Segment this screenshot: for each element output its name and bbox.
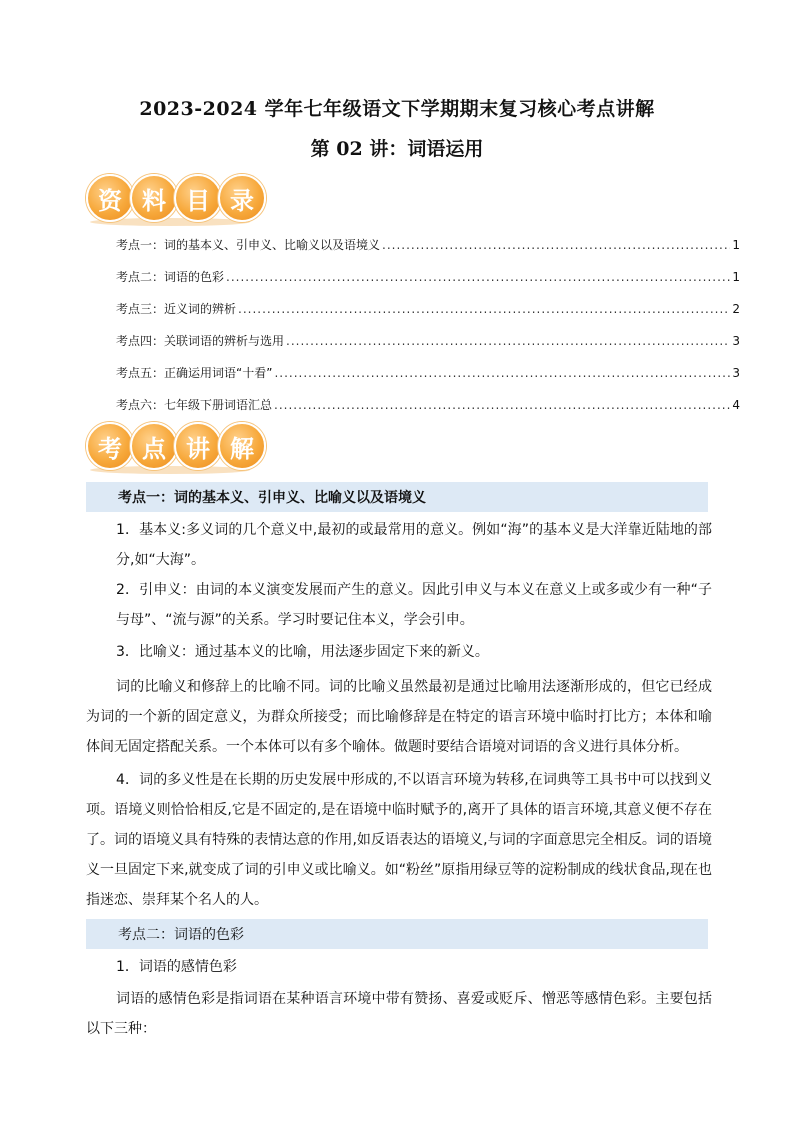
- toc-item-label: 考点三：近义词的辨析: [116, 302, 237, 316]
- toc-leader: [274, 366, 730, 380]
- paragraph: 2．引申义：由词的本义演变发展而产生的意义。因此引申义与本义在意义上或多或少有一种“子与母”、“流与源”的关系。学习时要记住本义，学会引申。: [116, 582, 712, 628]
- section-heading-2: [86, 919, 708, 949]
- badge-char: 录: [218, 174, 266, 222]
- paragraph: 1．基本义:多义词的几个意义中,最初的或最常用的意义。例如“海”的基本义是大洋靠近陆地的部分,如“大海”。: [116, 522, 712, 568]
- toc-item[interactable]: [116, 268, 740, 300]
- paragraph: 4．词的多义性是在长期的历史发展中形成的,不以语言环境为转移,在词典等工具书中可以找到义项。语境义则恰恰相反,它是不固定的,是在语境中临时赋予的,离开了具体的语言环境,其意义便不存在了。词的语境义具有特殊的表情达意的作用,如反语表达的语境义,与词的字面意思完全相反。词的语境义一旦固定下来,就变成了词的引申义或比喻义。如“粉丝”原指用绿豆等的淀粉制成的线状食品,现在也指迷恋、崇拜某个名人的人。: [86, 772, 712, 908]
- toc-item-page: 1: [732, 270, 740, 284]
- toc-leader: [238, 302, 730, 316]
- badge-char: 讲: [174, 422, 222, 470]
- toc-item-page: 1: [732, 238, 740, 252]
- toc-item-label: 考点一：词的基本义、引申义、比喻义以及语境义: [116, 238, 381, 252]
- badge-char: 料: [130, 174, 178, 222]
- toc-item-page: 4: [732, 398, 740, 412]
- document-title: 2023-2024 学年七年级语文下学期期末复习核心考点讲解: [139, 98, 655, 120]
- paragraph: 词的比喻义和修辞上的比喻不同。词的比喻义虽然最初是通过比喻用法逐渐形成的，但它已经成为词的一个新的固定意义，为群众所接受；而比喻修辞是在特定的语言环境中临时打比方；本体和喻体间无固定搭配关系。一个本体可以有多个喻体。做题时要结合语境对词语的含义进行具体分析。: [86, 679, 712, 755]
- paragraph: 1．词语的感情色彩: [116, 959, 237, 975]
- toc-item-page: 2: [732, 302, 740, 316]
- toc-leader: [226, 270, 730, 284]
- badge-char: 考: [86, 422, 134, 470]
- badge-char: 解: [218, 422, 266, 470]
- toc-leader: [286, 334, 730, 348]
- badge-char: 目: [174, 174, 222, 222]
- toc-item[interactable]: [116, 364, 740, 396]
- content-heading-badges: [86, 422, 262, 470]
- badge-char: 点: [130, 422, 178, 470]
- toc-item-page: 3: [732, 334, 740, 348]
- toc-item-label: 考点二：词语的色彩: [116, 270, 225, 284]
- toc-leader: [274, 398, 730, 412]
- section-heading-text: 考点一：词的基本义、引申义、比喻义以及语境义: [118, 490, 426, 506]
- paragraph: 词语的感情色彩是指词语在某种语言环境中带有赞扬、喜爱或贬斥、憎恶等感情色彩。主要包括以下三种：: [86, 991, 712, 1037]
- badge-char: 资: [86, 174, 134, 222]
- toc-heading-badges: [86, 174, 262, 222]
- toc-item-page: 3: [732, 366, 740, 380]
- toc-item[interactable]: [116, 300, 740, 332]
- toc-item-label: 考点五：正确运用词语“十看”: [116, 366, 273, 380]
- toc-leader: [382, 238, 730, 252]
- section-heading-text: 考点二：词语的色彩: [118, 927, 244, 943]
- paragraph: 3．比喻义：通过基本义的比喻，用法逐步固定下来的新义。: [116, 644, 489, 660]
- toc-item[interactable]: [116, 332, 740, 364]
- lesson-title: 第 02 讲：词语运用: [310, 138, 484, 160]
- toc-item-label: 考点四：关联词语的辨析与选用: [116, 334, 285, 348]
- toc-item[interactable]: [116, 236, 740, 268]
- section-heading-1: [86, 482, 708, 512]
- table-of-contents: [116, 236, 740, 428]
- toc-item-label: 考点六：七年级下册词语汇总: [116, 398, 273, 412]
